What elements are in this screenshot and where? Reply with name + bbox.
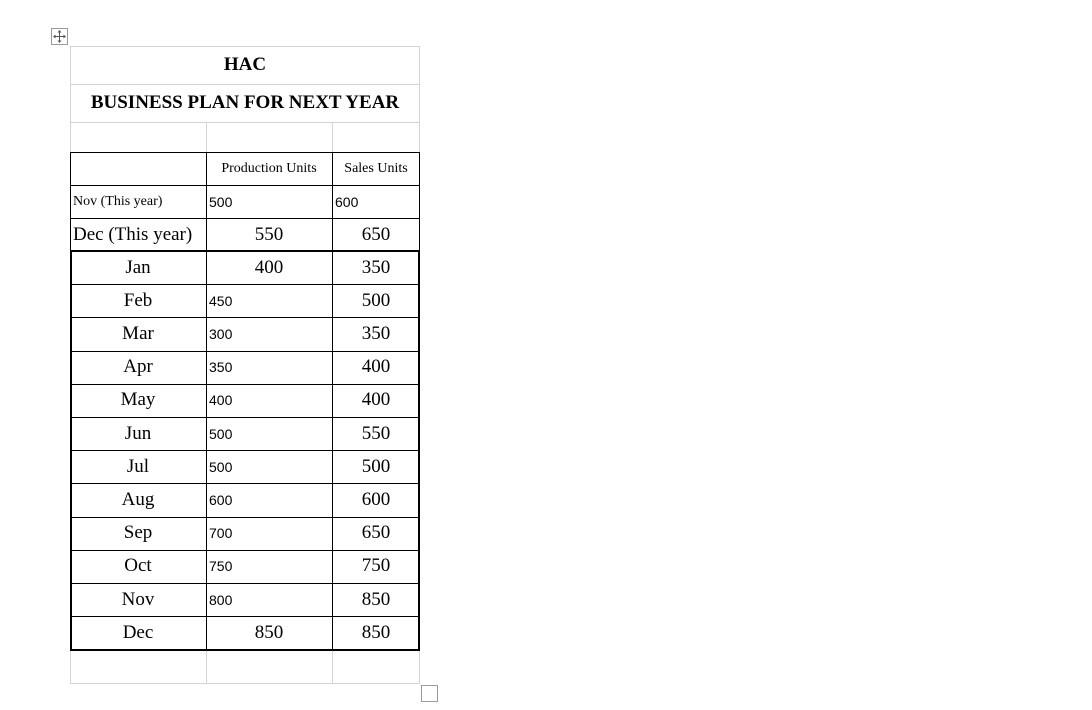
month-label: Aug <box>121 488 155 510</box>
sales-value: 750 <box>361 555 391 577</box>
month-label: Sep <box>123 522 153 544</box>
production-value: 400 <box>209 392 233 409</box>
month-label: Apr <box>123 356 153 378</box>
month-label: Dec <box>122 621 154 643</box>
production-value: 400 <box>254 256 284 278</box>
grid-line <box>70 650 71 684</box>
sales-value: 400 <box>361 389 391 411</box>
grid-line <box>206 650 207 684</box>
sales-value: 650 <box>361 522 391 544</box>
sales-value: 350 <box>361 322 391 344</box>
production-value: 500 <box>209 425 233 442</box>
production-value: 450 <box>209 292 233 309</box>
month-label: Oct <box>124 555 152 577</box>
sales-value: 850 <box>361 621 391 643</box>
grid-line <box>419 650 420 684</box>
grid-line <box>70 683 420 684</box>
prior-production-value: 500 <box>209 193 233 210</box>
prior-sales-value: 600 <box>335 193 359 210</box>
production-value: 850 <box>254 621 284 643</box>
month-label: Mar <box>122 322 154 344</box>
production-value: 500 <box>209 458 233 475</box>
plan-title: BUSINESS PLAN FOR NEXT YEAR <box>90 92 400 113</box>
grid-line <box>206 122 207 152</box>
sales-value: 550 <box>361 422 391 444</box>
table-resize-handle-icon[interactable] <box>421 685 438 702</box>
production-value: 300 <box>209 325 233 342</box>
sales-value: 500 <box>361 289 391 311</box>
sales-value: 400 <box>361 356 391 378</box>
production-value: 350 <box>209 359 233 376</box>
month-label: Jun <box>124 422 152 444</box>
sales-value: 350 <box>361 256 391 278</box>
month-label: Feb <box>123 289 153 311</box>
sales-value: 850 <box>361 588 391 610</box>
sales-value: 600 <box>361 488 391 510</box>
prior-month-label: Dec (This year) <box>73 223 193 245</box>
table-move-handle-icon[interactable] <box>51 28 68 45</box>
month-label: Nov <box>121 588 155 610</box>
production-value: 600 <box>209 491 233 508</box>
month-label: Jul <box>126 455 150 477</box>
business-plan-table <box>70 46 420 684</box>
company-heading: HAC <box>223 54 267 75</box>
production-value: 750 <box>209 558 233 575</box>
production-value: 700 <box>209 525 233 542</box>
production-value: 800 <box>209 591 233 608</box>
grid-line <box>70 122 420 123</box>
column-header-sales: Sales Units <box>344 160 408 176</box>
prior-production-value: 550 <box>254 223 284 245</box>
grid-line <box>332 122 333 152</box>
grid-line <box>332 650 333 684</box>
column-header-production: Production Units <box>221 160 317 176</box>
prior-sales-value: 650 <box>361 223 391 245</box>
month-label: May <box>120 389 156 411</box>
month-label: Jan <box>125 256 151 278</box>
sales-value: 500 <box>361 455 391 477</box>
prior-month-label: Nov (This year) <box>73 193 163 209</box>
